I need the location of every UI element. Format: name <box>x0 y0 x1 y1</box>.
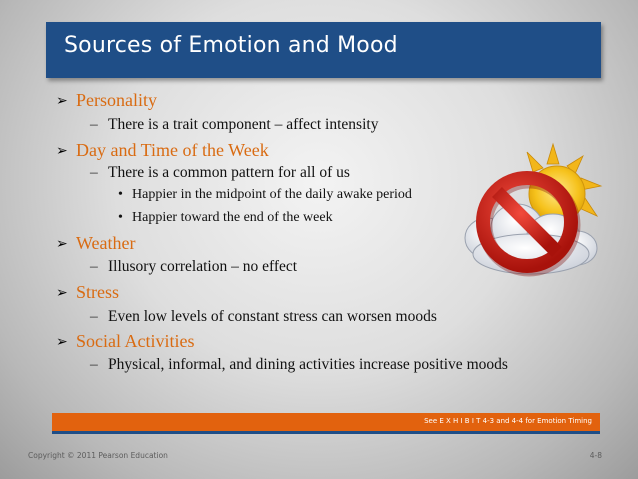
sub-sub-bullet-midpoint: • Happier in the midpoint of the daily awake period <box>118 187 412 202</box>
bullet-social: ➢ Social Activities <box>56 331 195 351</box>
bullet-stress: ➢ Stress <box>56 282 120 302</box>
sub-bullet-social: – Physical, informal, and dining activities increase positive moods <box>90 356 508 373</box>
bullet-weather: ➢ Weather <box>56 233 136 253</box>
footer-bar <box>52 413 600 434</box>
arrow-bullet-icon: ➢ <box>56 334 68 350</box>
sub-bullet-stress: – Even low levels of constant stress can worsen moods <box>90 308 437 325</box>
bullet-personality: ➢ Personality <box>56 90 157 110</box>
exhibit-note: See E X H I B I T 4-3 and 4-4 for Emotion Timing <box>424 417 592 425</box>
no-sunny-weather-icon <box>455 142 605 282</box>
arrow-bullet-icon: ➢ <box>56 143 68 159</box>
arrow-bullet-icon: ➢ <box>56 236 68 252</box>
sub-sub-bullet-week-end: • Happier toward the end of the week <box>118 210 333 225</box>
arrow-bullet-icon: ➢ <box>56 285 68 301</box>
slide-title: Sources of Emotion and Mood <box>64 33 398 58</box>
sub-bullet-personality: – There is a trait component – affect intensity <box>90 116 379 133</box>
sub-bullet-weather: – Illusory correlation – no effect <box>90 258 298 275</box>
sub-bullet-day-time: – There is a common pattern for all of us <box>90 164 350 181</box>
page-number: 4-8 <box>589 451 602 460</box>
arrow-bullet-icon: ➢ <box>56 93 68 109</box>
bullet-day-time: ➢ Day and Time of the Week <box>56 140 269 160</box>
copyright: Copyright © 2011 Pearson Education <box>28 451 168 460</box>
